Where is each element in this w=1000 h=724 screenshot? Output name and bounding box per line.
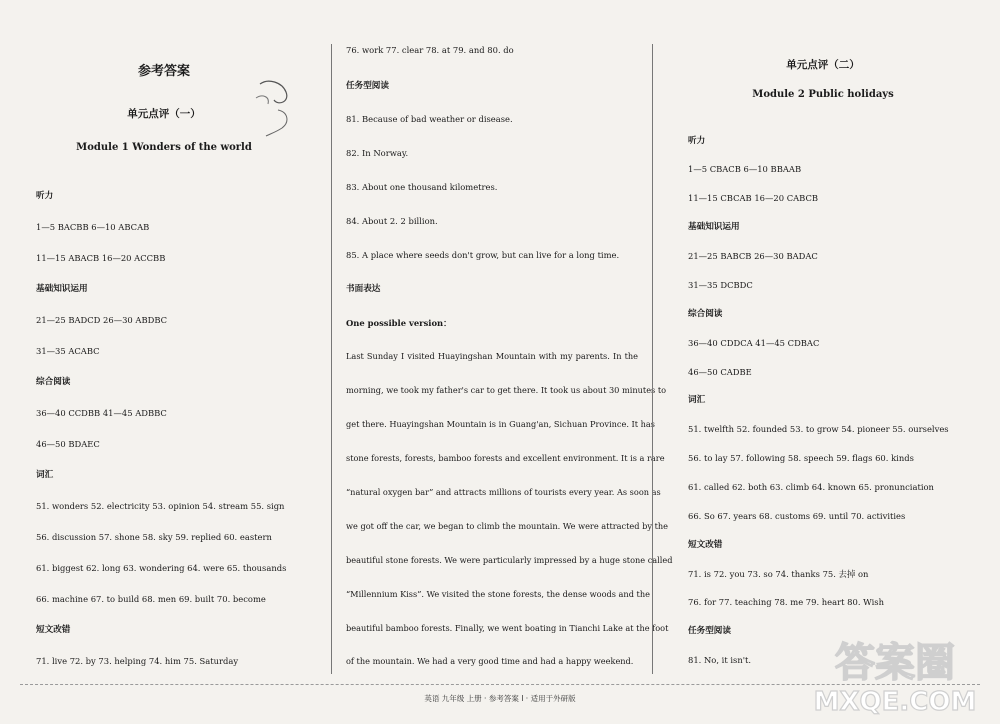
answer-line: 21—25 BABCB 26—30 BADAC xyxy=(688,251,818,261)
answer-line: 83. About one thousand kilometres. xyxy=(346,182,498,192)
answer-line: 76. work 77. clear 78. at 79. and 80. do xyxy=(346,45,514,55)
section-vocabulary: 词汇 xyxy=(36,470,54,480)
answer-line: 31—35 DCBDC xyxy=(688,280,753,290)
watermark-text: 答案圈 xyxy=(835,640,955,686)
unit-title-1: 单元点评（一） xyxy=(127,108,201,120)
answer-line: 11—15 ABACB 16—20 ACCBB xyxy=(36,253,166,263)
section-basic: 基础知识运用 xyxy=(36,284,88,294)
section-vocabulary: 词汇 xyxy=(688,395,706,405)
column-middle xyxy=(346,0,673,684)
essay-line: beautiful stone forests. We were particularly impressed by a huge stone called xyxy=(346,555,673,565)
answer-line: 46—50 CADBE xyxy=(688,367,752,377)
section-writing: 书面表达 xyxy=(346,284,381,294)
answer-line: 66. So 67. years 68. customs 69. until 70. activities xyxy=(688,511,906,521)
column-divider xyxy=(331,44,332,674)
answer-line: 66. machine 67. to build 68. men 69. built 70. become xyxy=(36,594,266,604)
answer-line: 36—40 CCDBB 41—45 ADBBC xyxy=(36,408,167,418)
answer-line: 31—35 ACABC xyxy=(36,346,100,356)
answer-line: 81. Because of bad weather or disease. xyxy=(346,114,513,124)
essay-line: morning, we took my father's car to get there. It took us about 30 minutes to xyxy=(346,385,667,395)
essay-line: “Millennium Kiss”. We visited the stone forests, the dense woods and the xyxy=(346,589,650,599)
essay-line: beautiful bamboo forests. Finally, we went boating in Tianchi Lake at the foot xyxy=(346,623,669,633)
answer-line: 46—50 BDAEC xyxy=(36,439,100,449)
section-correction: 短文改错 xyxy=(36,625,71,635)
answer-line: 21—25 BADCD 26—30 ABDBC xyxy=(36,315,168,325)
section-correction: 短文改错 xyxy=(688,540,723,550)
answer-line: 51. twelfth 52. founded 53. to grow 54. pioneer 55. ourselves xyxy=(688,424,949,434)
module-title-1: Module 1 Wonders of the world xyxy=(76,142,252,153)
section-listening: 听力 xyxy=(36,191,54,201)
answer-line: 56. discussion 57. shone 58. sky 59. replied 60. eastern xyxy=(36,532,272,542)
answer-line: 36—40 CDDCA 41—45 CDBAC xyxy=(688,338,820,348)
answer-line: 61. biggest 62. long 63. wondering 64. were 65. thousands xyxy=(36,563,287,573)
answer-line: 82. In Norway. xyxy=(346,148,409,158)
unit-title-2: 单元点评（二） xyxy=(786,59,860,71)
essay-line: Last Sunday I visited Huayingshan Mountain with my parents. In the xyxy=(346,351,638,361)
page-title: 参考答案 xyxy=(137,64,190,79)
column-divider xyxy=(652,44,653,674)
answer-line: 1—5 BACBB 6—10 ABCAB xyxy=(36,222,150,232)
section-reading: 综合阅读 xyxy=(36,377,71,387)
column-right xyxy=(688,0,958,684)
module-title-2: Module 2 Public holidays xyxy=(752,89,894,100)
scribble-mark xyxy=(248,76,298,138)
watermark-logo xyxy=(800,628,990,718)
answer-line: 71. is 72. you 73. so 74. thanks 75. 去掉 on xyxy=(688,569,869,579)
section-listening: 听力 xyxy=(688,136,706,146)
essay-line: of the mountain. We had a very good time and had a happy weekend. xyxy=(346,656,634,666)
essay-line: “natural oxygen bar” and attracts millions of tourists every year. As soon as xyxy=(346,487,661,497)
version-label: One possible version： xyxy=(346,318,452,328)
answer-line: 84. About 2. 2 billion. xyxy=(346,216,438,226)
answer-line: 56. to lay 57. following 58. speech 59. flags 60. kinds xyxy=(688,453,914,463)
answer-line: 71. live 72. by 73. helping 74. him 75. Saturday xyxy=(36,656,239,666)
section-basic: 基础知识运用 xyxy=(688,222,740,232)
answer-line: 81. No, it isn't. xyxy=(688,655,752,665)
page-footer: 英语 九年级 上册 · 参考答案 Ⅰ · 适用于外研版 xyxy=(424,694,576,703)
answer-line: 61. called 62. both 63. climb 64. known 65. pronunciation xyxy=(688,482,934,492)
answer-line: 76. for 77. teaching 78. me 79. heart 80. Wish xyxy=(688,597,884,607)
essay-line: we got off the car, we began to climb the mountain. We were attracted by the xyxy=(346,521,668,531)
essay-line: get there. Huayingshan Mountain is in Guang'an, Sichuan Province. It has xyxy=(346,419,656,429)
answer-line: 1—5 CBACB 6—10 BBAAB xyxy=(688,164,802,174)
answer-line: 51. wonders 52. electricity 53. opinion 54. stream 55. sign xyxy=(36,501,285,511)
section-reading: 综合阅读 xyxy=(688,309,723,319)
watermark-url: MXQE.COM xyxy=(813,687,977,717)
section-task-reading: 任务型阅读 xyxy=(346,81,389,91)
section-task-reading: 任务型阅读 xyxy=(688,626,731,636)
answer-line: 85. A place where seeds don't grow, but can live for a long time. xyxy=(346,250,620,260)
answer-line: 11—15 CBCAB 16—20 CABCB xyxy=(688,193,819,203)
essay-line: stone forests, forests, bamboo forests and excellent environment. It is a rare xyxy=(346,453,665,463)
